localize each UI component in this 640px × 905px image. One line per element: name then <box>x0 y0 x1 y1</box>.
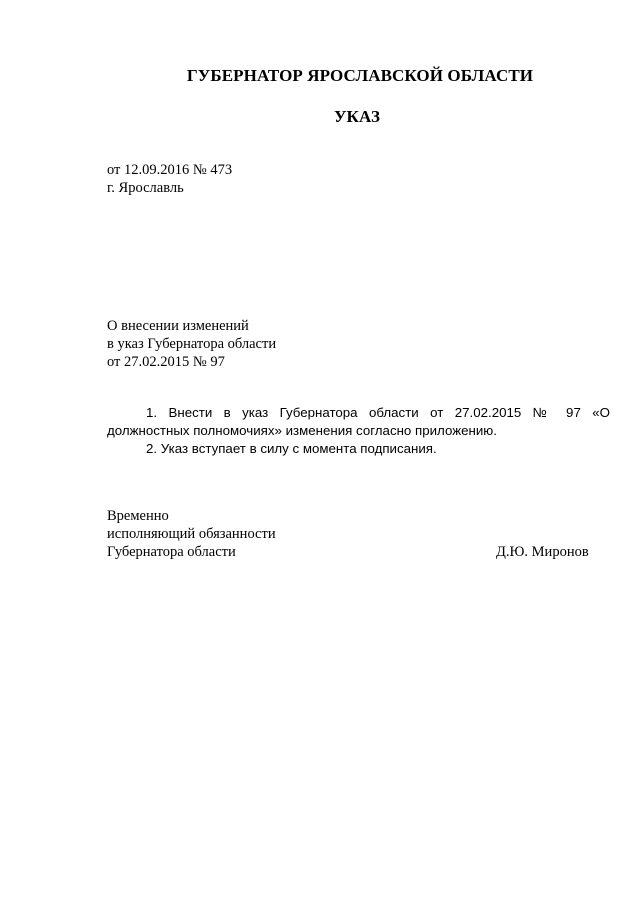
paragraph-1-line-1: 1. Внести в указ Губернатора области от 27.02.2015 № 97 «О <box>146 405 610 420</box>
signature-position-line-3: Губернатора области <box>107 544 236 560</box>
paragraph-1-line-2: должностных полномочиях» изменения согласно приложению. <box>107 423 497 438</box>
date-number: от 12.09.2016 № 473 <box>107 162 233 178</box>
signature-position-line-1: Временно <box>107 508 169 524</box>
signature-position-line-2: исполняющий обязанности <box>107 526 276 542</box>
subject-line-1: О внесении изменений <box>107 318 249 334</box>
paragraph-1 <box>107 404 610 458</box>
subject-line-2: в указ Губернатора области <box>107 336 277 352</box>
subject-line-3: от 27.02.2015 № 97 <box>107 354 225 370</box>
document-type-heading: УКАЗ <box>333 107 381 126</box>
authority-heading: ГУБЕРНАТОР ЯРОСЛАВСКОЙ ОБЛАСТИ <box>186 66 534 85</box>
city: г. Ярославль <box>107 180 184 196</box>
paragraph-2: 2. Указ вступает в силу с момента подписания. <box>146 441 437 456</box>
signatory-name: Д.Ю. Миронов <box>496 544 589 560</box>
